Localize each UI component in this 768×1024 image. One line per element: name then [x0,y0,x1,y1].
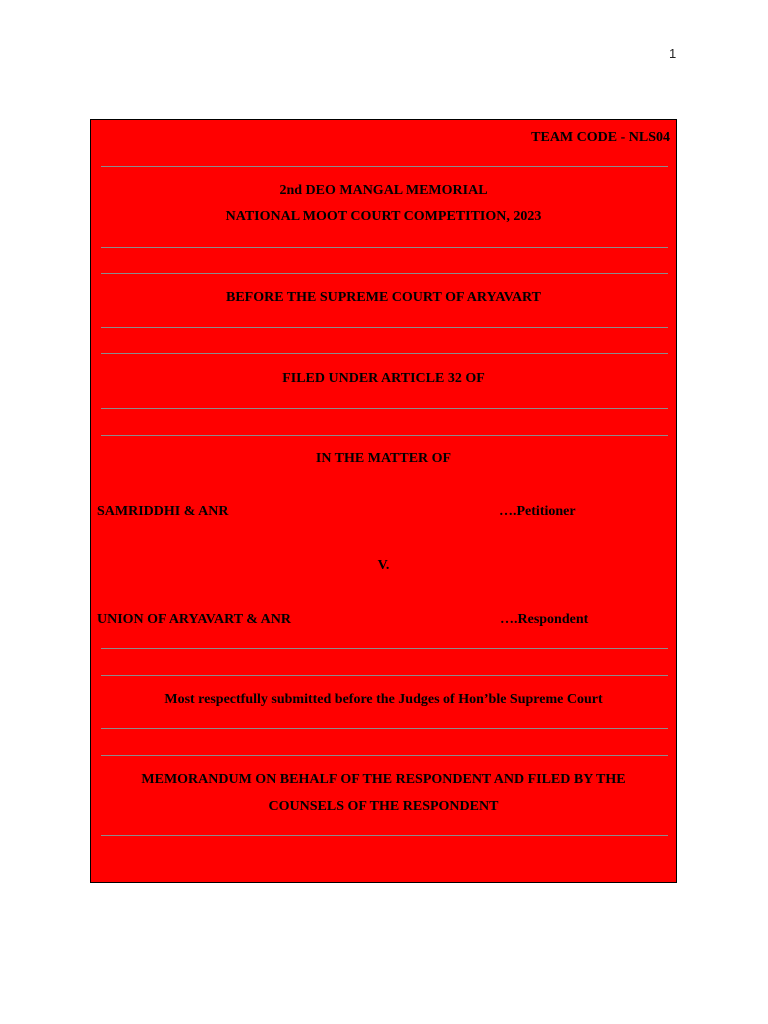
divider [101,408,668,409]
divider [101,648,668,649]
memorandum-line-2: COUNSELS OF THE RESPONDENT [268,799,499,814]
divider [101,166,668,167]
divider [101,435,668,436]
respondent-role: ….Respondent [500,612,589,627]
filed-under-heading: FILED UNDER ARTICLE 32 OF [282,371,485,386]
submission-line: Most respectfully submitted before the Judges of Hon’ble Supreme Court [164,692,603,707]
petitioner-name: SAMRIDDHI & ANR [97,504,229,519]
respondent-name: UNION OF ARYAVART & ANR [97,612,292,627]
divider [101,273,668,274]
team-code: TEAM CODE - NLS04 [531,130,670,145]
divider [101,755,668,756]
in-the-matter-heading: IN THE MATTER OF [315,451,452,466]
court-heading: BEFORE THE SUPREME COURT OF ARYAVART [225,290,542,305]
divider [101,728,668,729]
cover-page [90,119,677,883]
competition-title-line-2: NATIONAL MOOT COURT COMPETITION, 2023 [225,209,542,224]
petitioner-role: ….Petitioner [499,504,576,519]
page-number: 1 [669,46,677,61]
divider [101,835,668,836]
versus: V. [377,558,390,573]
divider [101,353,668,354]
divider [101,327,668,328]
divider [101,247,668,248]
competition-title-line-1: 2nd DEO MANGAL MEMORIAL [279,183,488,198]
divider [101,675,668,676]
memorandum-line-1: MEMORANDUM ON BEHALF OF THE RESPONDENT AND FILED BY THE [141,772,626,787]
